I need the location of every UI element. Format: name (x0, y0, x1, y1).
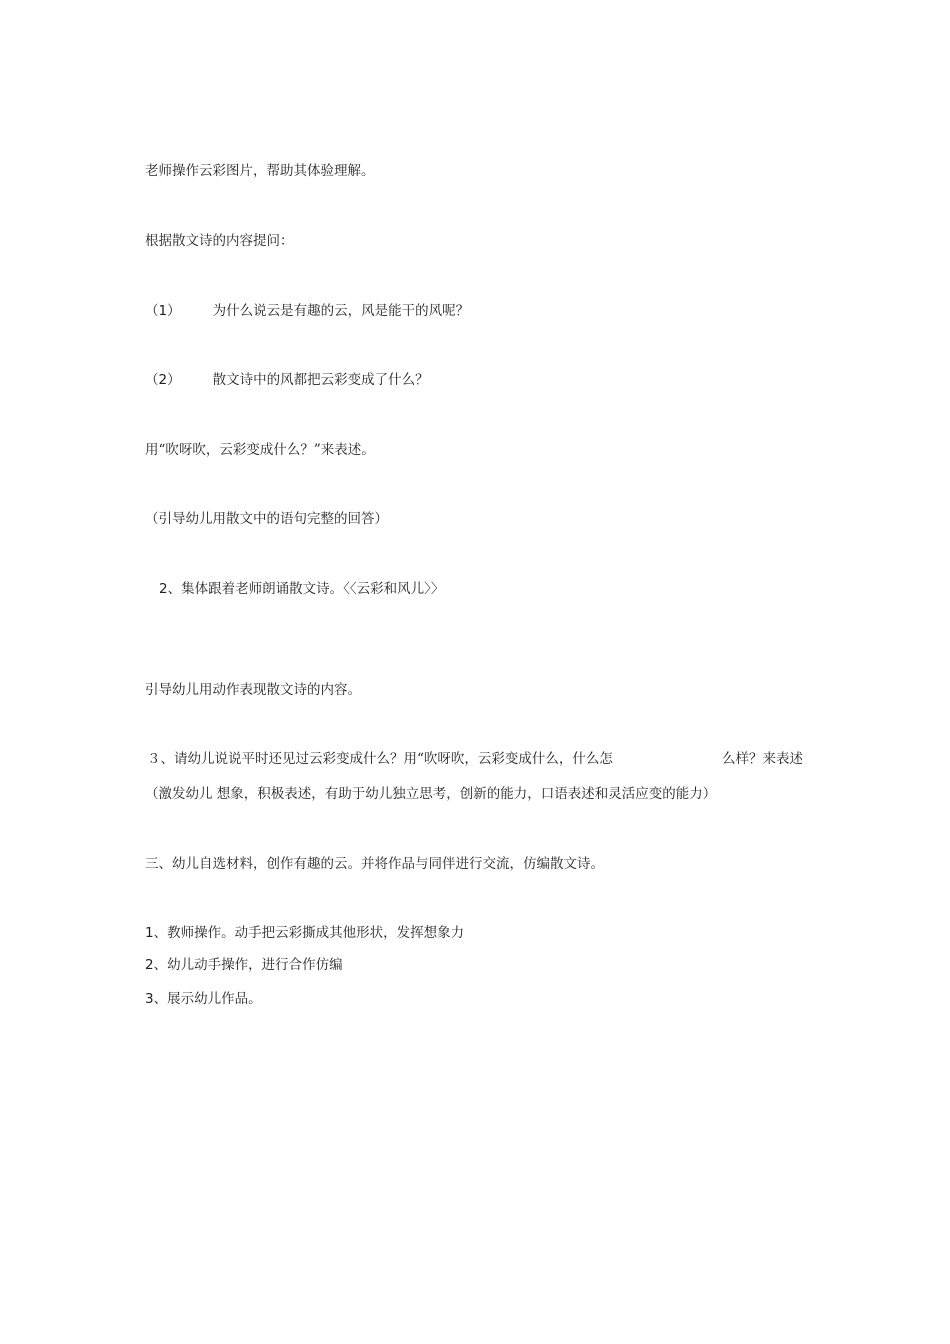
step-text: ３、请幼儿说说平时还见过云彩变成什么？用“吹呀吹，云彩变成什么，什么怎 (147, 751, 613, 767)
paragraph-inspire (145, 785, 716, 803)
paragraph-text: 老师操作云彩图片，帮助其体验理解。 (145, 163, 375, 179)
paragraph-describe (145, 441, 375, 459)
item-number: 1、 (145, 925, 168, 941)
paragraph-ask-questions (145, 232, 294, 250)
section-three-heading (145, 855, 604, 873)
question-number: （1） (145, 303, 181, 319)
paragraph-text: （激发幼儿 想象，积极表述，有助于幼儿独立思考，创新的能力，口语表述和灵活应变的能力） (145, 786, 717, 802)
item-text: 教师操作。动手把云彩撕成其他形状，发挥想象力 (167, 925, 465, 941)
item-number: 3、 (145, 991, 168, 1007)
question-text: 为什么说云是有趣的云，风是能干的风呢？ (212, 303, 470, 319)
section-text: 三、幼儿自选材料，创作有趣的云。并将作品与同伴进行交流，仿编散文诗。 (145, 856, 604, 872)
paragraph-actions (145, 681, 361, 699)
step-2 (159, 580, 444, 598)
question-text: 散文诗中的风都把云彩变成了什么？ (212, 372, 429, 388)
step-number: 2、 (159, 581, 182, 597)
paragraph-teacher-operates (145, 162, 375, 180)
paragraph-guide-answer (145, 510, 388, 528)
item-text: 展示幼儿作品。 (167, 991, 262, 1007)
paragraph-text: 引导幼儿用动作表现散文诗的内容。 (145, 682, 361, 698)
step-3-part-2 (722, 750, 803, 768)
step-text: 么样？来表述 (722, 751, 803, 767)
paragraph-text: 根据散文诗的内容提问： (145, 233, 294, 249)
question-2 (145, 371, 429, 389)
step-text: 集体跟着老师朗诵散文诗。〈〈云彩和风儿〉〉 (181, 581, 445, 597)
question-number: （2） (145, 372, 181, 388)
list-item-3 (145, 990, 262, 1008)
paragraph-text: 用“吹呀吹，云彩变成什么？”来表述。 (145, 442, 375, 458)
step-3-part-1 (147, 750, 613, 768)
item-text: 幼儿动手操作，进行合作仿编 (167, 957, 343, 973)
item-number: 2、 (145, 957, 168, 973)
paragraph-text: （引导幼儿用散文中的语句完整的回答） (145, 511, 388, 527)
list-item-1 (145, 924, 464, 942)
list-item-2 (145, 956, 343, 974)
question-1 (145, 302, 469, 320)
